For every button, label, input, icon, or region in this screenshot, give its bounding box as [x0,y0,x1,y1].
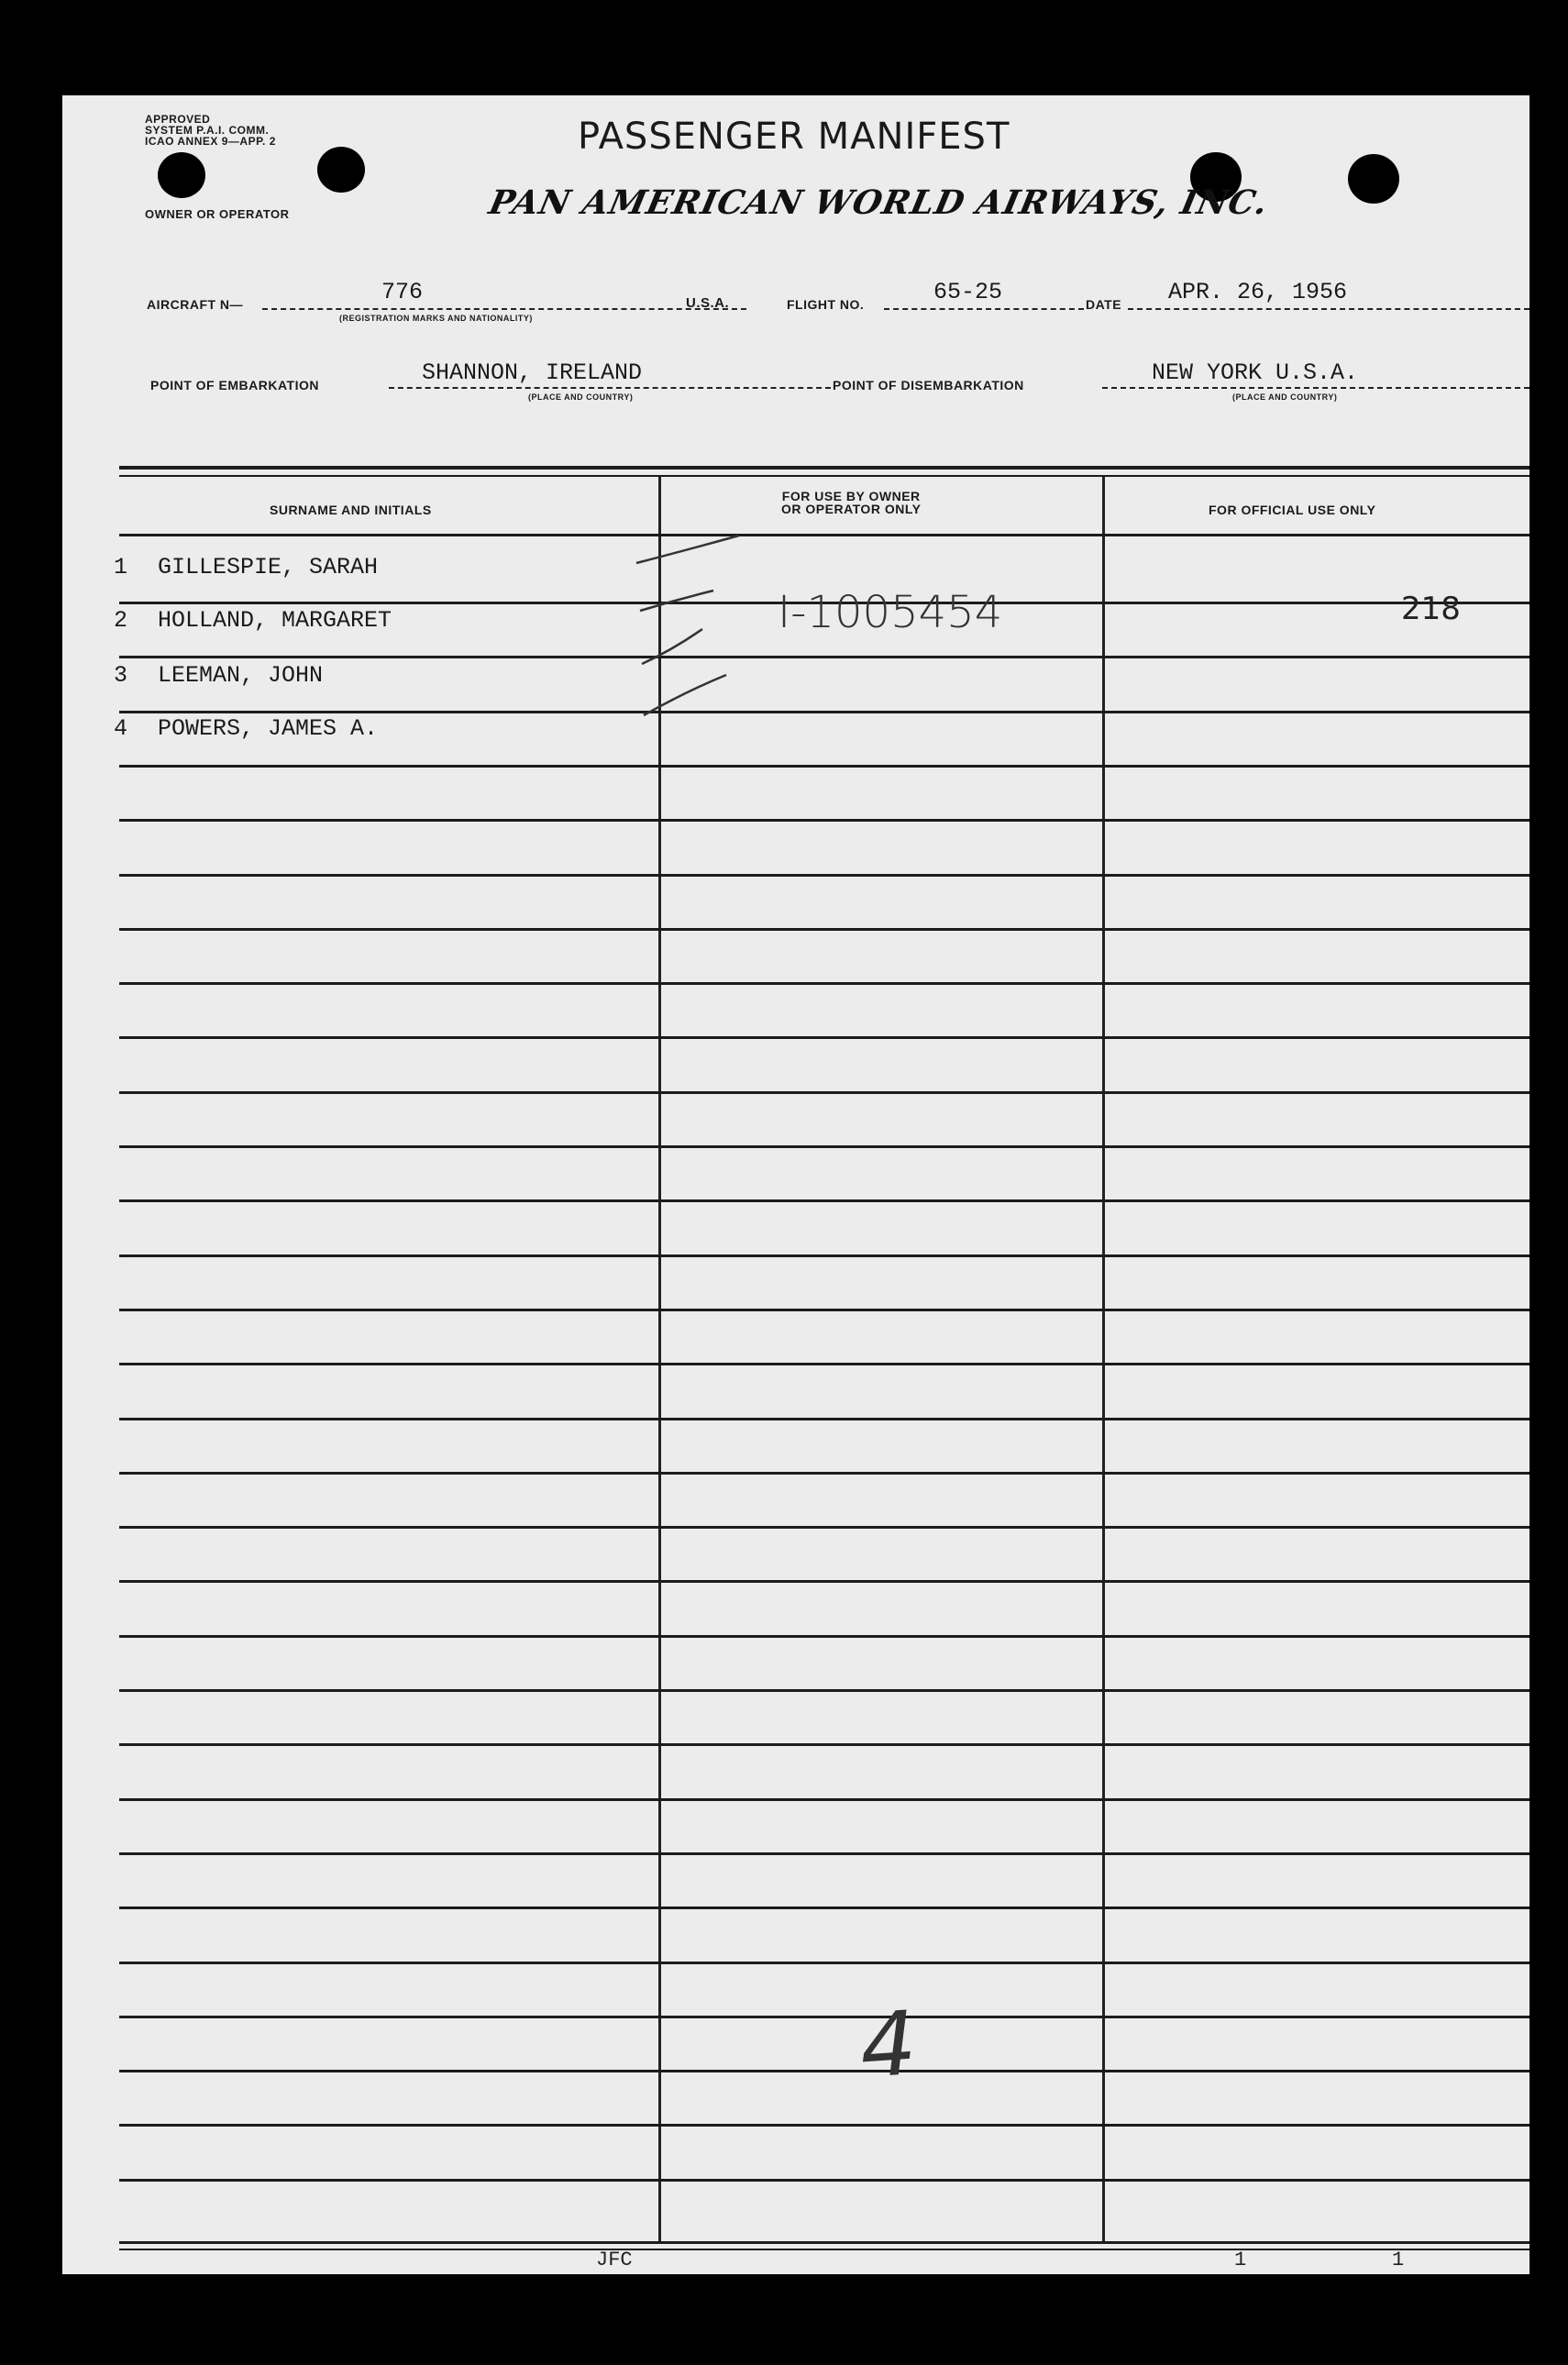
row-rule [119,1635,1529,1638]
manifest-sheet [62,95,1529,2274]
page-title: PASSENGER MANIFEST [578,116,1010,158]
footer-initials: JFC [596,2249,633,2271]
row-rule [119,656,1529,658]
column-header-official-use: FOR OFFICIAL USE ONLY [1209,503,1376,517]
approval-line-1: APPROVED [145,113,211,126]
disembarkation-underline [1102,387,1529,389]
approval-line-2: SYSTEM P.A.I. COMM. [145,124,270,137]
row-rule [119,2179,1529,2182]
punch-hole [1348,154,1399,204]
flight-number-label: FLIGHT NO. [787,297,865,312]
embarkation-place: SHANNON, IRELAND [422,359,643,386]
row-rule [119,1199,1529,1202]
owner-use-line-1: FOR USE BY OWNER [781,489,921,503]
passenger-name: POWERS, JAMES A. [158,715,379,742]
table-top-rule [119,466,1529,470]
row-rule [119,765,1529,768]
disembarkation-place: NEW YORK U.S.A. [1152,359,1359,386]
row-rule [119,711,1529,713]
flight-date: APR. 26, 1956 [1168,279,1348,305]
aircraft-underline [262,308,746,310]
row-rule [119,1309,1529,1311]
passenger-name: GILLESPIE, SARAH [158,554,379,580]
passenger-number: 4 [114,715,128,742]
aircraft-number: 776 [381,279,424,305]
company-name: PAN AMERICAN WORLD AIRWAYS, INC. [485,183,1273,222]
row-rule [119,1418,1529,1420]
table-top-rule-thin [119,475,1529,477]
row-rule [119,1036,1529,1039]
row-rule [119,928,1529,931]
disembarkation-label: POINT OF DISEMBARKATION [833,378,1024,392]
row-rule [119,1798,1529,1801]
flight-number: 65-25 [933,279,1003,305]
embarkation-label: POINT OF EMBARKATION [150,378,319,392]
row-rule [119,982,1529,985]
row-rule [119,1363,1529,1365]
disembarkation-caption: (PLACE AND COUNTRY) [1232,392,1338,402]
row-rule [119,1091,1529,1094]
official-note: 218 [1401,591,1461,627]
row-rule [119,819,1529,822]
approval-stamp [145,114,276,147]
passenger-name: LEEMAN, JOHN [158,662,324,689]
row-rule [119,1689,1529,1692]
row-rule [119,1962,1529,1964]
table-row [62,662,1529,708]
column-header-surname: SURNAME AND INITIALS [270,503,432,517]
row-rule [119,1580,1529,1583]
approval-line-3: ICAO ANNEX 9—APP. 2 [145,135,276,148]
usa-label: U.S.A. [686,295,730,311]
row-rule [119,2016,1529,2018]
owner-use-line-2: OR OPERATOR ONLY [781,502,922,516]
check-marks [631,526,759,847]
aircraft-label: AIRCRAFT N— [147,297,244,312]
table-row [62,587,1529,653]
table-bottom-rule-thin [119,2249,1529,2250]
passenger-number: 1 [114,554,128,580]
handwritten-total: 4 [856,1992,920,2098]
row-rule [119,1472,1529,1475]
date-label: DATE [1086,297,1122,312]
row-rule [119,2124,1529,2127]
passenger-number: 2 [114,607,128,634]
passenger-name: HOLLAND, MARGARET [158,607,392,634]
footer-sheet-number: 1 [1392,2249,1405,2271]
flight-underline [884,308,1084,310]
header-bottom-rule [119,534,1529,536]
row-rule [119,1743,1529,1746]
row-rule [119,1526,1529,1529]
passenger-number: 3 [114,662,128,689]
row-rule [119,874,1529,877]
row-rule [119,1906,1529,1909]
owner-note: I-1005454 [778,587,1003,638]
table-bottom-rule [119,2241,1529,2244]
row-rule [119,1852,1529,1855]
row-rule [119,1145,1529,1148]
owner-operator-label: OWNER OR OPERATOR [145,207,290,221]
embarkation-underline [389,387,831,389]
embarkation-caption: (PLACE AND COUNTRY) [528,392,634,402]
footer-page-number: 1 [1234,2249,1247,2271]
registration-caption: (REGISTRATION MARKS AND NATIONALITY) [339,314,533,323]
column-header-owner-use [781,490,921,515]
row-rule [119,2070,1529,2072]
punch-hole [158,152,205,198]
table-row [62,715,1529,761]
row-rule [119,1254,1529,1257]
punch-hole [317,147,365,193]
date-underline [1128,308,1529,310]
